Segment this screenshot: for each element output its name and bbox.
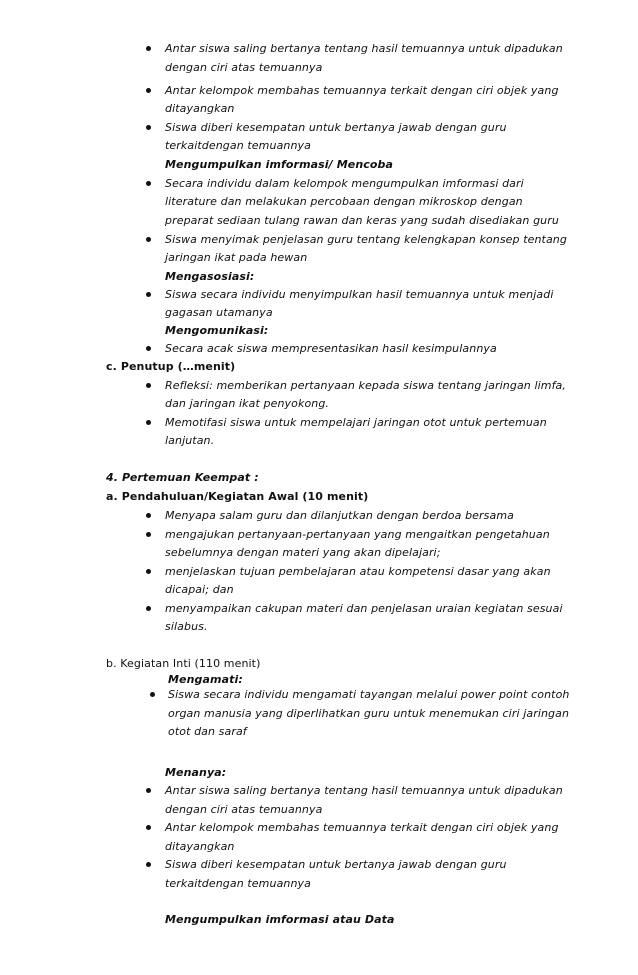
list-item-text: sebelumnya dengan materi yang akan dipelajari; xyxy=(165,546,441,559)
subheading: Mengamati: xyxy=(168,673,243,686)
section-heading: a. Pendahuluan/Kegiatan Awal (10 menit) xyxy=(106,490,369,503)
list-item-text: mengajukan pertanyaan-pertanyaan yang mengaitkan pengetahuan xyxy=(165,528,550,541)
list-item-text: preparat sediaan tulang rawan dan keras yang sudah disediakan guru xyxy=(165,214,559,227)
bullet-icon xyxy=(146,420,151,425)
list-item-text: Antar kelompok membahas temuannya terkait dengan ciri objek yang xyxy=(165,821,559,834)
bullet-icon xyxy=(146,346,151,351)
section-heading: 4. Pertemuan Keempat : xyxy=(106,471,259,484)
list-item-text: ditayangkan xyxy=(165,840,235,853)
list-item-text: dengan ciri atas temuannya xyxy=(165,61,323,74)
bullet-icon xyxy=(146,606,151,611)
list-item-text: gagasan utamanya xyxy=(165,306,273,319)
list-item-text: Antar kelompok membahas temuannya terkait dengan ciri objek yang xyxy=(165,84,559,97)
bullet-icon xyxy=(146,532,151,537)
list-item-text: dicapai; dan xyxy=(165,583,234,596)
bullet-icon xyxy=(146,862,151,867)
list-item-text: Memotifasi siswa untuk mempelajari jaringan otot untuk pertemuan xyxy=(165,416,547,429)
list-item-text: menyampaikan cakupan materi dan penjelasan uraian kegiatan sesuai xyxy=(165,602,563,615)
list-item-text: Antar siswa saling bertanya tentang hasil temuannya untuk dipadukan xyxy=(165,784,563,797)
list-item-text: dengan ciri atas temuannya xyxy=(165,803,323,816)
subheading: Mengumpulkan imformasi/ Mencoba xyxy=(165,158,394,171)
list-item-text: Siswa diberi kesempatan untuk bertanya jawab dengan guru xyxy=(165,121,507,134)
list-item-text: Siswa secara individu menyimpulkan hasil temuannya untuk menjadi xyxy=(165,288,554,301)
bullet-icon xyxy=(146,383,151,388)
list-item-text: dan jaringan ikat penyokong. xyxy=(165,397,330,410)
list-item-text: Siswa diberi kesempatan untuk bertanya jawab dengan guru xyxy=(165,858,507,871)
bullet-icon xyxy=(150,692,155,697)
list-item-text: literature dan melakukan percobaan dengan mikroskop dengan xyxy=(165,195,523,208)
list-item-text: Siswa secara individu mengamati tayangan melalui power point contoh xyxy=(168,688,570,701)
bullet-icon xyxy=(146,181,151,186)
list-item-text: terkaitdengan temuannya xyxy=(165,877,311,890)
list-item-text: Secara individu dalam kelompok mengumpulkan imformasi dari xyxy=(165,177,524,190)
bullet-icon xyxy=(146,46,151,51)
subheading: Mengumpulkan imformasi atau Data xyxy=(165,913,395,926)
subheading: Menanya: xyxy=(165,766,227,779)
list-item-text: silabus. xyxy=(165,620,208,633)
section-heading: c. Penutup (…menit) xyxy=(106,360,236,373)
list-item-text: Antar siswa saling bertanya tentang hasil temuannya untuk dipadukan xyxy=(165,42,563,55)
list-item-text: jaringan ikat pada hewan xyxy=(165,251,308,264)
bullet-icon xyxy=(146,125,151,130)
list-item-text: terkaitdengan temuannya xyxy=(165,139,311,152)
list-item-text: Secara acak siswa mempresentasikan hasil kesimpulannya xyxy=(165,342,497,355)
list-item-text: lanjutan. xyxy=(165,434,215,447)
subheading: Mengasosiasi: xyxy=(165,270,255,283)
list-item-text: Menyapa salam guru dan dilanjutkan dengan berdoa bersama xyxy=(165,509,514,522)
bullet-icon xyxy=(146,513,151,518)
bullet-icon xyxy=(146,88,151,93)
list-item-text: Refleksi: memberikan pertanyaan kepada siswa tentang jaringan limfa, xyxy=(165,379,566,392)
list-item-text: organ manusia yang diperlihatkan guru untuk menemukan ciri jaringan xyxy=(168,707,570,720)
bullet-icon xyxy=(146,237,151,242)
list-item-text: otot dan saraf xyxy=(168,725,247,738)
bullet-icon xyxy=(146,292,151,297)
section-heading: b. Kegiatan Inti (110 menit) xyxy=(106,657,261,670)
bullet-icon xyxy=(146,569,151,574)
subheading: Mengomunikasi: xyxy=(165,324,269,337)
list-item-text: Siswa menyimak penjelasan guru tentang kelengkapan konsep tentang xyxy=(165,233,567,246)
bullet-icon xyxy=(146,825,151,830)
bullet-icon xyxy=(146,788,151,793)
list-item-text: menjelaskan tujuan pembelajaran atau kompetensi dasar yang akan xyxy=(165,565,551,578)
list-item-text: ditayangkan xyxy=(165,102,235,115)
